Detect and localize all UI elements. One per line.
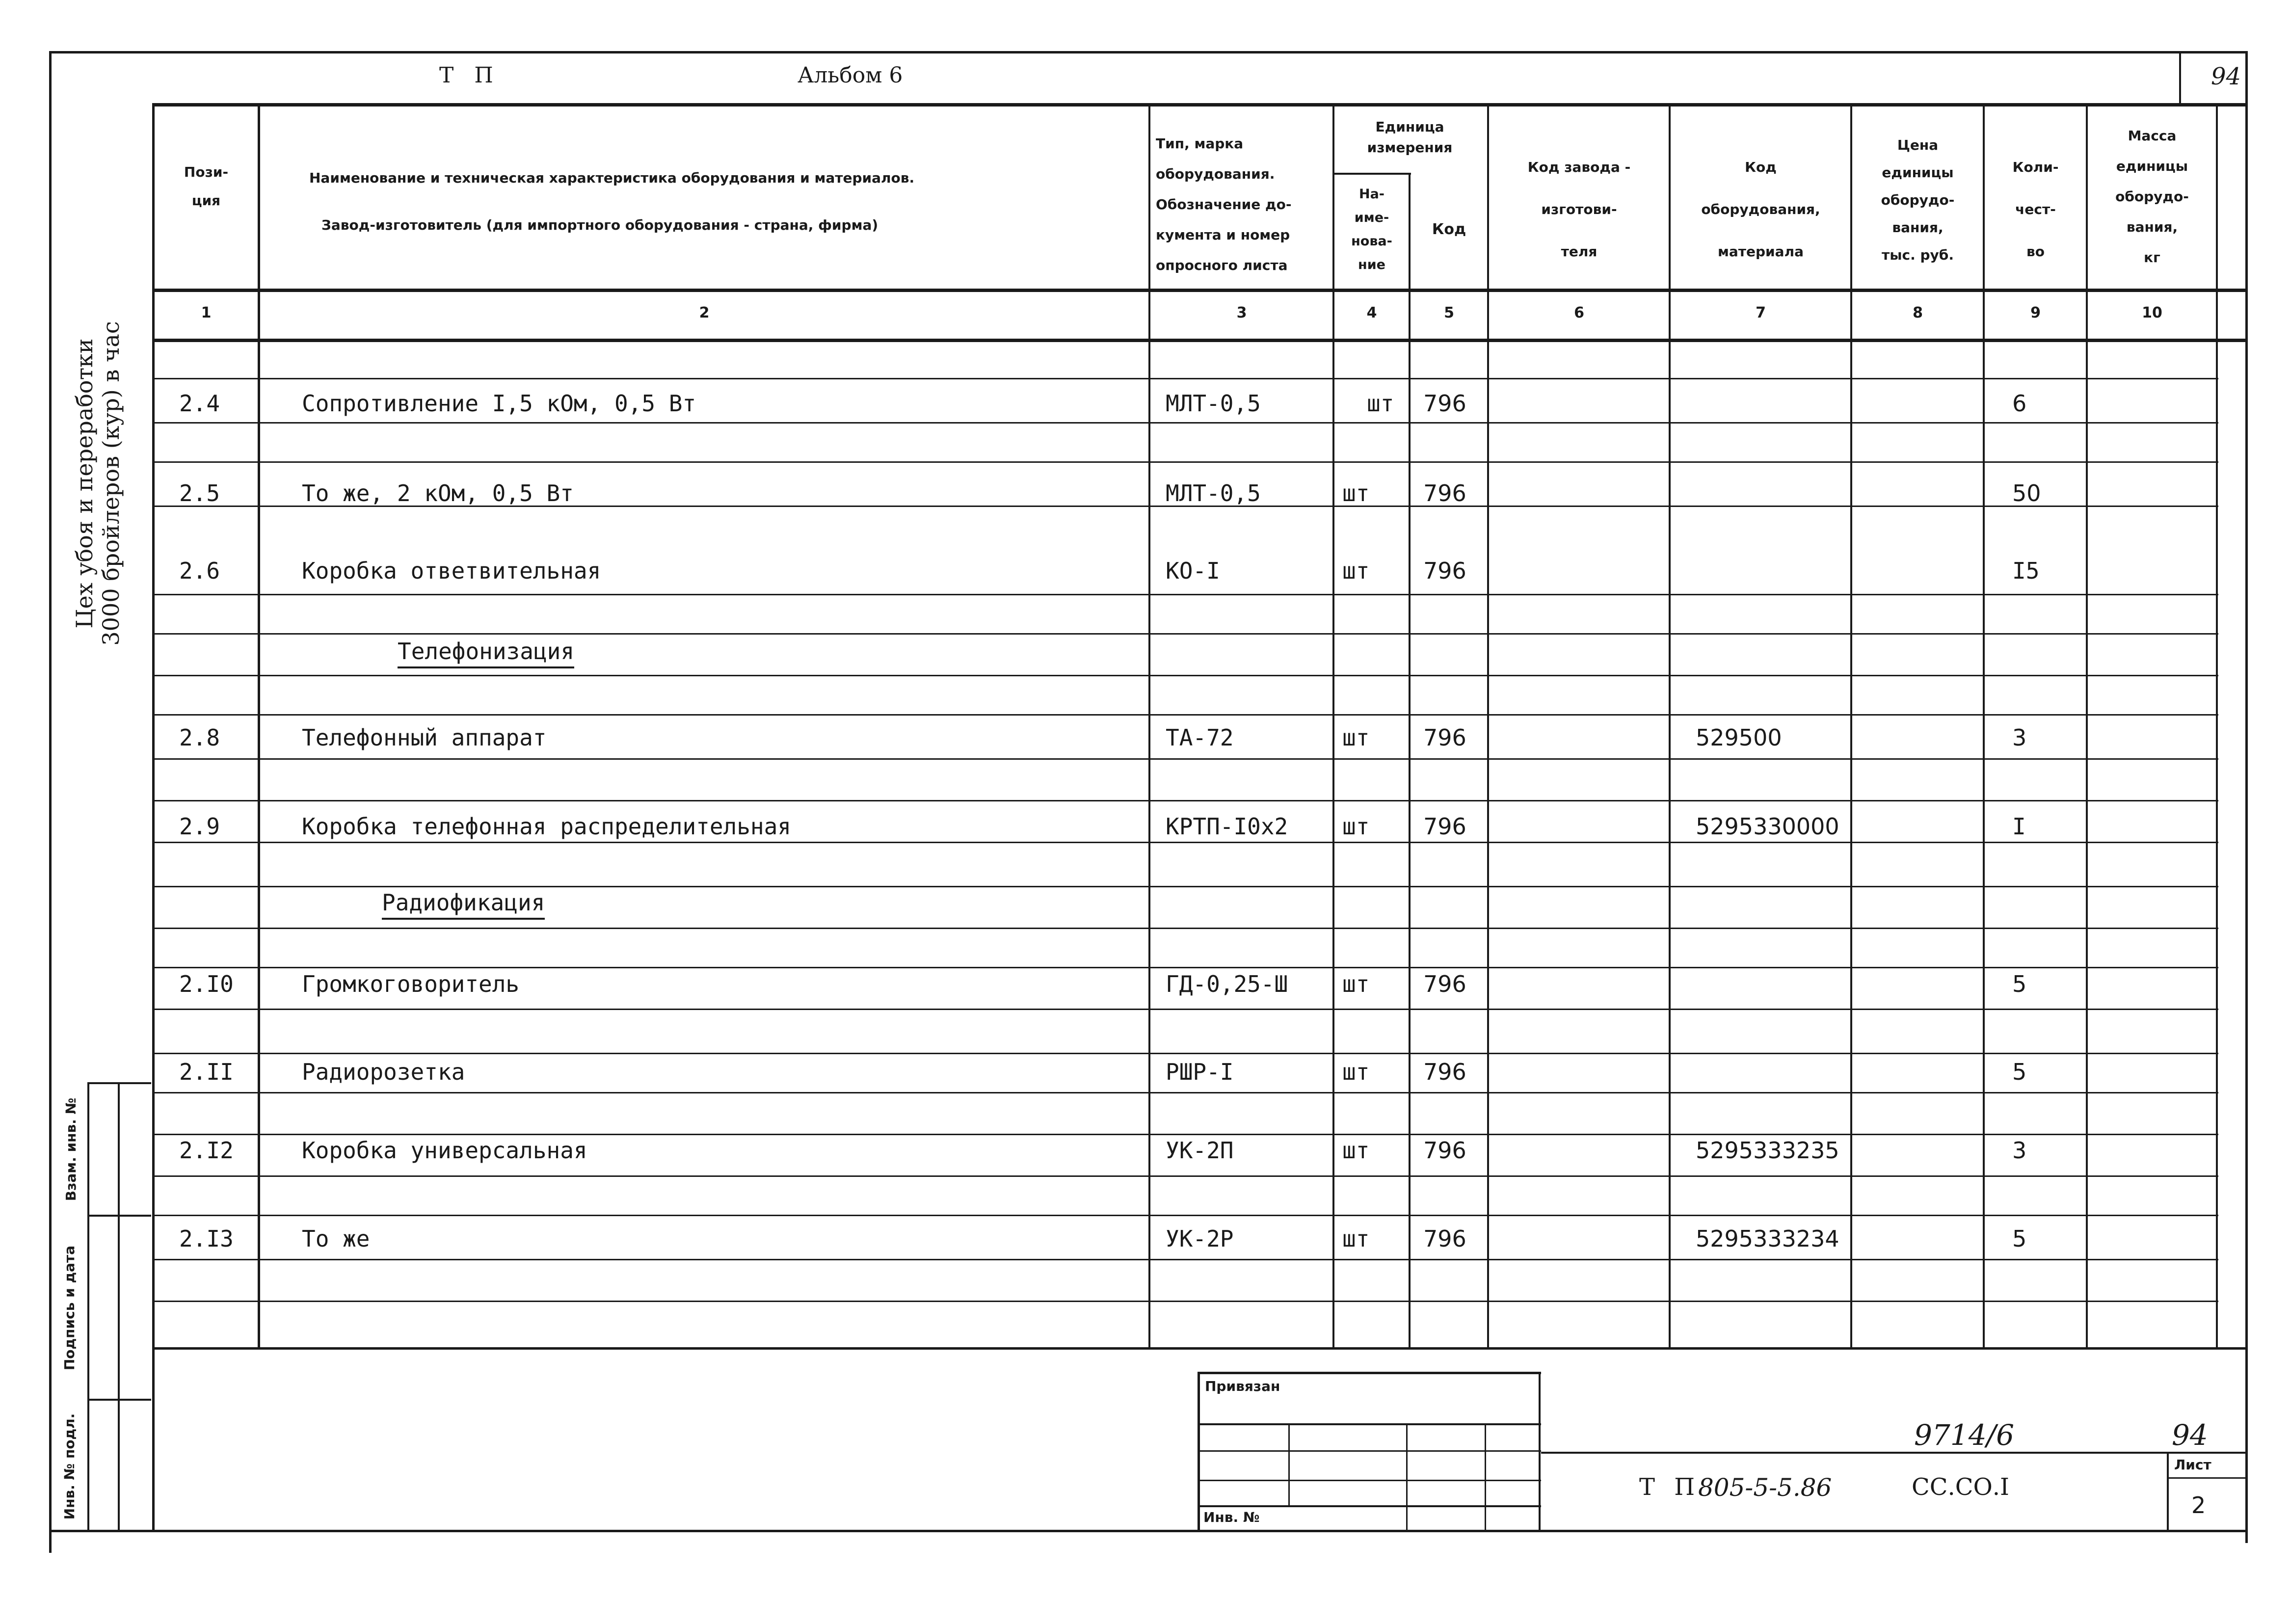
header-col6: Код завода - изготови- теля — [1527, 159, 1631, 260]
designation-line-top — [1541, 1452, 2248, 1454]
row-position: 2.8 — [179, 724, 220, 751]
header-col7: Код оборудования, материала — [1701, 159, 1820, 260]
row-type: ТА-72 — [1166, 724, 1234, 751]
row-unit-code: 796 — [1423, 1225, 1466, 1252]
side-stamp-top — [87, 1082, 151, 1084]
side-title — [71, 263, 125, 704]
row-line — [152, 422, 2218, 424]
column-number: 2 — [699, 304, 710, 321]
row-quantity: 3 — [2012, 724, 2027, 751]
row-name: То же, 2 кОм, 0,5 Вт — [302, 480, 574, 506]
colnum-bottom-border — [152, 339, 2248, 342]
row-name: Телефонный аппарат — [302, 724, 547, 751]
row-unit-code: 796 — [1423, 480, 1466, 506]
column-number: 5 — [1444, 304, 1454, 321]
row-line — [152, 1175, 2218, 1177]
column-number: 6 — [1574, 304, 1584, 321]
row-type: МЛТ-0,5 — [1166, 390, 1261, 417]
linked-box-col — [1406, 1423, 1408, 1532]
column-number: 10 — [2142, 304, 2162, 321]
row-position: 2.5 — [179, 480, 220, 506]
row-quantity: 5 — [2012, 1059, 2027, 1085]
row-quantity: 3 — [2012, 1137, 2027, 1164]
column-number: 8 — [1913, 304, 1923, 321]
row-type: КО-I — [1166, 558, 1220, 584]
linked-box-col — [1288, 1423, 1290, 1505]
linked-box-left — [1198, 1372, 1200, 1532]
row-quantity: 50 — [2012, 480, 2041, 506]
linked-box-row — [1198, 1505, 1541, 1507]
row-position: 2.9 — [179, 813, 220, 840]
sheet-label: Лист — [2174, 1457, 2211, 1473]
row-type: ГД-0,25-Ш — [1166, 971, 1288, 997]
row-equipment-code: 5295333235 — [1696, 1137, 1839, 1164]
row-name: Радиорозетка — [302, 1059, 465, 1085]
column-number: 3 — [1236, 304, 1247, 321]
section-heading-telephony: Телефонизация — [398, 638, 574, 668]
table-bottom-border — [152, 1347, 2248, 1350]
row-unit: шт — [1342, 480, 1370, 506]
side-stamp-left — [87, 1082, 89, 1531]
column-number: 9 — [2030, 304, 2041, 321]
row-equipment-code: 5295333234 — [1696, 1225, 1839, 1252]
row-unit-code: 796 — [1423, 1059, 1466, 1085]
col-line-10 — [2086, 103, 2088, 1348]
row-line — [152, 633, 2218, 635]
row-quantity: I — [2012, 813, 2026, 840]
row-position: 2.4 — [179, 390, 220, 417]
side-stamp-div1 — [87, 1215, 151, 1217]
row-position: 2.I0 — [179, 971, 234, 997]
row-unit-code: 796 — [1423, 1137, 1466, 1164]
header-col3: Тип, марка оборудования. Обозначение до- кумента и номер опросного листа — [1156, 135, 1292, 273]
row-unit: шт — [1342, 558, 1370, 584]
row-unit-code: 796 — [1423, 724, 1466, 751]
linked-box-row — [1198, 1423, 1541, 1425]
col-line-2 — [258, 103, 260, 1348]
row-type: УК-2Р — [1166, 1225, 1234, 1252]
row-line — [152, 1009, 2218, 1010]
designation-project: 805-5-5.86 — [1698, 1473, 1832, 1502]
corner-box-divider — [2179, 51, 2181, 104]
row-line — [152, 675, 2218, 676]
row-name: Громкоговоритель — [302, 971, 520, 997]
row-position: 2.I3 — [179, 1225, 234, 1252]
row-type: УК-2П — [1166, 1137, 1234, 1164]
row-equipment-code: 529500 — [1696, 724, 1782, 751]
sheet-number: 2 — [2191, 1492, 2206, 1518]
row-unit-code: 796 — [1423, 558, 1466, 584]
header-unit-group: Единица измерения — [1367, 119, 1453, 156]
row-name: То же — [302, 1225, 370, 1252]
row-line — [152, 1053, 2218, 1054]
row-name: Коробка ответвительная — [302, 558, 601, 584]
sheet-box-left — [2167, 1452, 2169, 1532]
side-title-line1: Цех убоя и переработки — [71, 338, 98, 629]
row-line — [152, 378, 2218, 379]
row-unit: шт — [1342, 1225, 1370, 1252]
row-unit: шт — [1342, 1059, 1370, 1085]
frame-top — [49, 51, 2248, 53]
col-line-11 — [2216, 103, 2218, 1348]
row-type: МЛТ-0,5 — [1166, 480, 1261, 506]
side-stamp-mid — [118, 1082, 120, 1531]
row-line — [152, 1134, 2218, 1135]
row-unit: шт — [1342, 971, 1370, 997]
header-col4: На- име- нова- ние — [1351, 186, 1392, 272]
album-label: Альбом 6 — [798, 63, 903, 88]
section-heading-radio: Радиофикация — [382, 889, 545, 920]
header-col10: Масса единицы оборудо- вания, кг — [2115, 128, 2189, 266]
row-line — [152, 1092, 2218, 1093]
row-line — [152, 842, 2218, 843]
frame-right — [2245, 51, 2248, 1543]
row-line — [152, 1301, 2218, 1302]
row-unit: шт — [1367, 390, 1394, 417]
row-equipment-code: 5295330000 — [1696, 813, 1839, 840]
designation-prefix: Т П — [1639, 1473, 1701, 1501]
row-line — [152, 928, 2218, 929]
row-unit: шт — [1342, 1137, 1370, 1164]
row-position: 2.6 — [179, 558, 220, 584]
row-line — [152, 967, 2218, 968]
side-field-replacement: Взам. инв. № — [63, 1097, 79, 1201]
col-line-9 — [1983, 103, 1985, 1348]
header-col2: Наименование и техническая характеристика оборудования и материалов. Завод-изготовитель (для импортного оборудования - страна, фирма) — [309, 170, 915, 233]
row-quantity: 5 — [2012, 1225, 2027, 1252]
col-line-7 — [1669, 103, 1671, 1348]
row-line — [152, 800, 2218, 801]
row-position: 2.II — [179, 1059, 234, 1085]
row-unit: шт — [1342, 724, 1370, 751]
column-number: 1 — [201, 304, 212, 321]
row-name: Коробка телефонная распределительная — [302, 813, 791, 840]
row-quantity: 6 — [2012, 390, 2027, 417]
row-name: Сопротивление I,5 кОм, 0,5 Вт — [302, 390, 696, 417]
designation-code: СС.СО.I — [1912, 1473, 2010, 1501]
table-top-border — [152, 103, 2248, 106]
series-label: Т П — [439, 63, 500, 88]
row-line — [152, 886, 2218, 887]
col-line-5 — [1409, 173, 1411, 1348]
row-quantity: I5 — [2012, 558, 2040, 584]
row-line — [152, 1259, 2218, 1260]
row-type: РШР-I — [1166, 1059, 1234, 1085]
linked-box-right — [1539, 1372, 1541, 1532]
header-bottom-border — [152, 289, 2248, 292]
side-title-line2: 3000 бройлеров (кур) в час — [98, 321, 124, 646]
col-line-3 — [1148, 103, 1150, 1348]
side-stamp-div2 — [87, 1399, 151, 1401]
row-unit: шт — [1342, 813, 1370, 840]
unit-subheader-line — [1332, 173, 1411, 175]
column-number: 7 — [1756, 304, 1766, 321]
inv-label: Инв. № — [1203, 1509, 1260, 1525]
handwritten-doc-number: 9714/6 — [1914, 1418, 2015, 1452]
handwritten-sheet-number: 94 — [2172, 1418, 2208, 1452]
side-field-signature: Подпись и дата — [61, 1245, 78, 1371]
row-line — [152, 594, 2218, 595]
row-unit-code: 796 — [1423, 971, 1466, 997]
row-line — [152, 461, 2218, 463]
col-line-6 — [1487, 103, 1489, 1348]
row-unit-code: 796 — [1423, 390, 1466, 417]
side-field-inv: Инв. № подл. — [61, 1413, 78, 1520]
row-unit-code: 796 — [1423, 813, 1466, 840]
col-line-8 — [1850, 103, 1852, 1348]
header-col9: Коли- чест- во — [2012, 159, 2059, 260]
row-line — [152, 1215, 2218, 1216]
frame-left — [49, 51, 52, 1553]
linked-box-top — [1198, 1372, 1541, 1374]
frame-bottom — [49, 1530, 2248, 1532]
linked-box-col — [1485, 1423, 1486, 1532]
header-col5: Код — [1432, 221, 1466, 238]
row-line — [152, 758, 2218, 760]
column-number: 4 — [1366, 304, 1377, 321]
sheet-box-divider — [2167, 1477, 2248, 1479]
row-quantity: 5 — [2012, 971, 2027, 997]
header-col1: Пози- ция — [184, 164, 229, 209]
linked-box-row — [1198, 1480, 1541, 1481]
row-position: 2.I2 — [179, 1137, 234, 1164]
linked-label: Привязан — [1205, 1378, 1280, 1394]
header-col8: Цена единицы оборудо- вания, тыс. руб. — [1881, 137, 1955, 263]
row-line — [152, 714, 2218, 716]
corner-sheet-number: 94 — [2211, 63, 2241, 90]
row-type: КРТП-I0х2 — [1166, 813, 1288, 840]
col-line-4 — [1332, 103, 1334, 1348]
linked-box-row — [1198, 1450, 1541, 1452]
row-name: Коробка универсальная — [302, 1137, 587, 1164]
